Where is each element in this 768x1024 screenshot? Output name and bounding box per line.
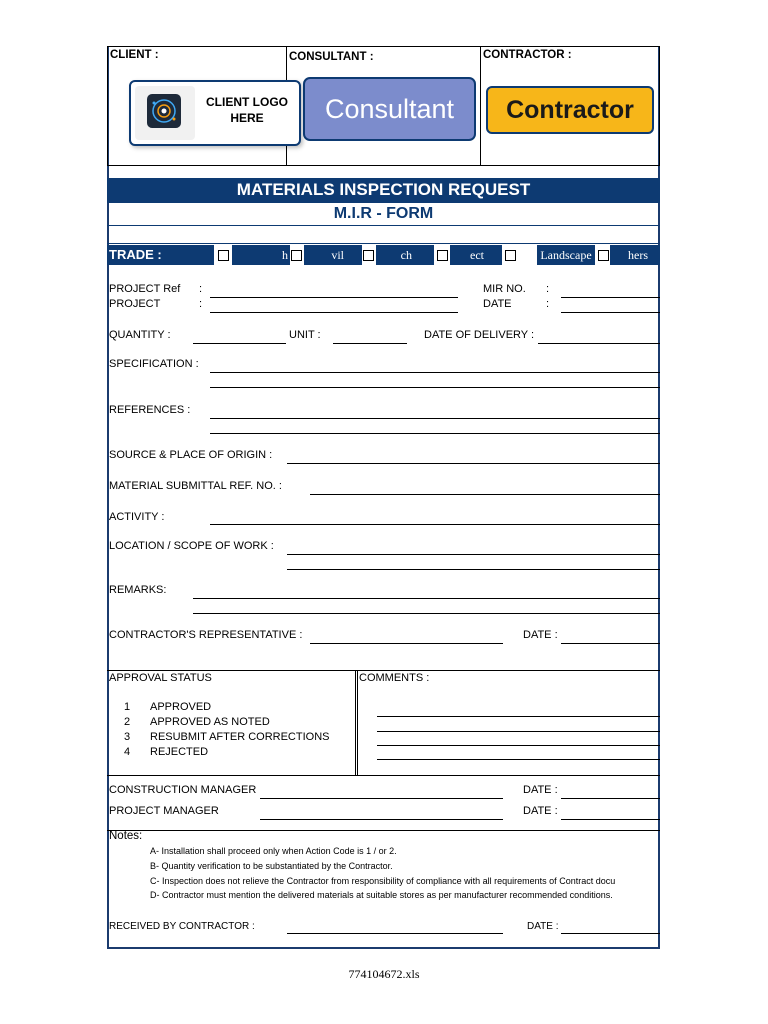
specification-label: SPECIFICATION : — [109, 358, 199, 370]
material-submittal-label: MATERIAL SUBMITTAL REF. NO. : — [109, 480, 282, 492]
quantity-field[interactable] — [193, 343, 286, 344]
references-label: REFERENCES : — [109, 404, 191, 416]
contractor-label: CONTRACTOR : — [483, 49, 572, 61]
client-logo-text: CLIENT LOGO HERE — [206, 95, 288, 125]
source-field[interactable] — [287, 463, 660, 464]
activity-label: ACTIVITY : — [109, 511, 165, 523]
approval-item-1-num: 1 — [124, 701, 131, 713]
trade-label: TRADE : — [109, 247, 162, 262]
approval-divider-2 — [357, 671, 358, 775]
contractor-logo — [486, 86, 654, 134]
approval-item-4-num: 4 — [124, 746, 131, 758]
contractors-rep-date-label: DATE : — [523, 629, 558, 641]
remarks-label: REMARKS: — [109, 584, 167, 596]
references-field-1[interactable] — [210, 418, 660, 419]
source-label: SOURCE & PLACE OF ORIGIN : — [109, 449, 273, 461]
project-manager-date-field[interactable] — [561, 819, 660, 820]
date-label: DATE — [483, 298, 512, 310]
subtitle-bar — [107, 202, 660, 226]
location-field-1[interactable] — [287, 554, 660, 555]
comments-label: COMMENTS : — [359, 672, 430, 684]
approval-top-rule — [107, 670, 660, 671]
references-field-2[interactable] — [210, 433, 660, 434]
contractors-rep-label: CONTRACTOR'S REPRESENTATIVE : — [109, 629, 303, 641]
notes-title: Notes: — [109, 830, 143, 842]
trade-option-4: ect — [470, 248, 484, 262]
note-c: C- Inspection does not relieve the Contractor from responsibility of compliance with all requirements of Contract docu — [150, 876, 616, 886]
comments-field-4[interactable] — [377, 759, 660, 760]
trade-option-3: ch — [400, 248, 412, 262]
trade-checkbox-5[interactable] — [505, 250, 516, 261]
project-label: PROJECT — [109, 298, 161, 310]
construction-manager-field[interactable] — [260, 798, 503, 799]
received-date-field[interactable] — [561, 933, 660, 934]
comments-field-2[interactable] — [377, 731, 660, 732]
trade-option-2: vil — [331, 248, 344, 262]
note-d: D- Contractor must mention the delivered materials at suitable stores as per manufacturer recommended conditions. — [150, 890, 613, 900]
client-logo-icon — [135, 86, 195, 140]
form-subtitle: M.I.R - FORM — [333, 205, 434, 222]
note-a: A- Installation shall proceed only when Action Code is 1 / or 2. — [150, 846, 397, 856]
activity-field[interactable] — [210, 524, 660, 525]
trade-checkbox-4[interactable] — [437, 250, 448, 261]
project-manager-label: PROJECT MANAGER — [109, 805, 219, 817]
trade-checkbox-6[interactable] — [598, 250, 609, 261]
date-colon: : — [546, 298, 550, 310]
construction-manager-label: CONSTRUCTION MANAGER — [109, 784, 257, 796]
contractors-rep-date-field[interactable] — [561, 643, 660, 644]
project-colon: : — [199, 298, 203, 310]
trade-label-bg — [107, 245, 214, 265]
approval-item-1-text: APPROVED — [150, 701, 212, 713]
approval-item-3-num: 3 — [124, 731, 131, 743]
location-field-2[interactable] — [287, 569, 660, 570]
consultant-label: CONSULTANT : — [289, 51, 374, 63]
project-field[interactable] — [210, 312, 458, 313]
mir-no-colon: : — [546, 283, 550, 295]
project-manager-field[interactable] — [260, 819, 503, 820]
project-ref-label: PROJECT Ref — [109, 283, 181, 295]
construction-manager-date-label: DATE : — [523, 784, 558, 796]
mir-no-label: MIR NO. — [483, 283, 526, 295]
specification-field-2[interactable] — [210, 387, 660, 388]
contractors-rep-field[interactable] — [310, 643, 503, 644]
specification-field-1[interactable] — [210, 372, 660, 373]
trade-checkbox-1[interactable] — [218, 250, 229, 261]
trade-top-rule — [107, 243, 660, 244]
client-logo — [129, 80, 301, 146]
received-date-label: DATE : — [527, 921, 559, 932]
approval-divider-1 — [355, 671, 356, 775]
title-bar — [107, 178, 660, 202]
material-submittal-field[interactable] — [310, 494, 660, 495]
approval-item-4-text: REJECTED — [150, 746, 209, 758]
received-field[interactable] — [287, 933, 503, 934]
note-b: B- Quantity verification to be substantiated by the Contractor. — [150, 861, 393, 871]
client-label: CLIENT : — [110, 49, 159, 61]
remarks-field-1[interactable] — [193, 598, 660, 599]
comments-field-1[interactable] — [377, 716, 660, 717]
project-ref-colon: : — [199, 283, 203, 295]
approval-item-2-text: APPROVED AS NOTED — [150, 716, 270, 728]
comments-field-3[interactable] — [377, 745, 660, 746]
approval-bottom-rule — [107, 775, 660, 776]
date-field[interactable] — [561, 312, 660, 313]
form-title: MATERIALS INSPECTION REQUEST — [236, 180, 531, 199]
mir-no-field[interactable] — [561, 297, 660, 298]
construction-manager-date-field[interactable] — [561, 798, 660, 799]
location-label: LOCATION / SCOPE OF WORK : — [109, 540, 274, 552]
received-label: RECEIVED BY CONTRACTOR : — [109, 921, 255, 932]
project-manager-date-label: DATE : — [523, 805, 558, 817]
contractor-logo-text: Contractor — [506, 96, 634, 124]
approval-item-3-text: RESUBMIT AFTER CORRECTIONS — [150, 731, 330, 743]
notes-top-rule — [107, 830, 660, 831]
quantity-label: QUANTITY : — [109, 329, 171, 341]
footer-filename: 774104672.xls — [348, 967, 420, 981]
unit-label: UNIT : — [289, 329, 321, 341]
trade-checkbox-2[interactable] — [291, 250, 302, 261]
unit-field[interactable] — [333, 343, 407, 344]
date-of-delivery-label: DATE OF DELIVERY : — [424, 329, 535, 341]
trade-option-1: h — [282, 248, 288, 262]
project-ref-field[interactable] — [210, 297, 458, 298]
trade-option-6: hers — [628, 248, 648, 262]
remarks-field-2[interactable] — [193, 613, 660, 614]
consultant-logo — [303, 77, 476, 141]
approval-item-2-num: 2 — [124, 716, 131, 728]
approval-status-title: APPROVAL STATUS — [109, 672, 212, 684]
trade-option-5: Landscape — [540, 248, 592, 262]
trade-checkbox-3[interactable] — [363, 250, 374, 261]
consultant-logo-text: Consultant — [324, 94, 455, 124]
date-of-delivery-field[interactable] — [538, 343, 660, 344]
notes-list — [107, 840, 660, 910]
